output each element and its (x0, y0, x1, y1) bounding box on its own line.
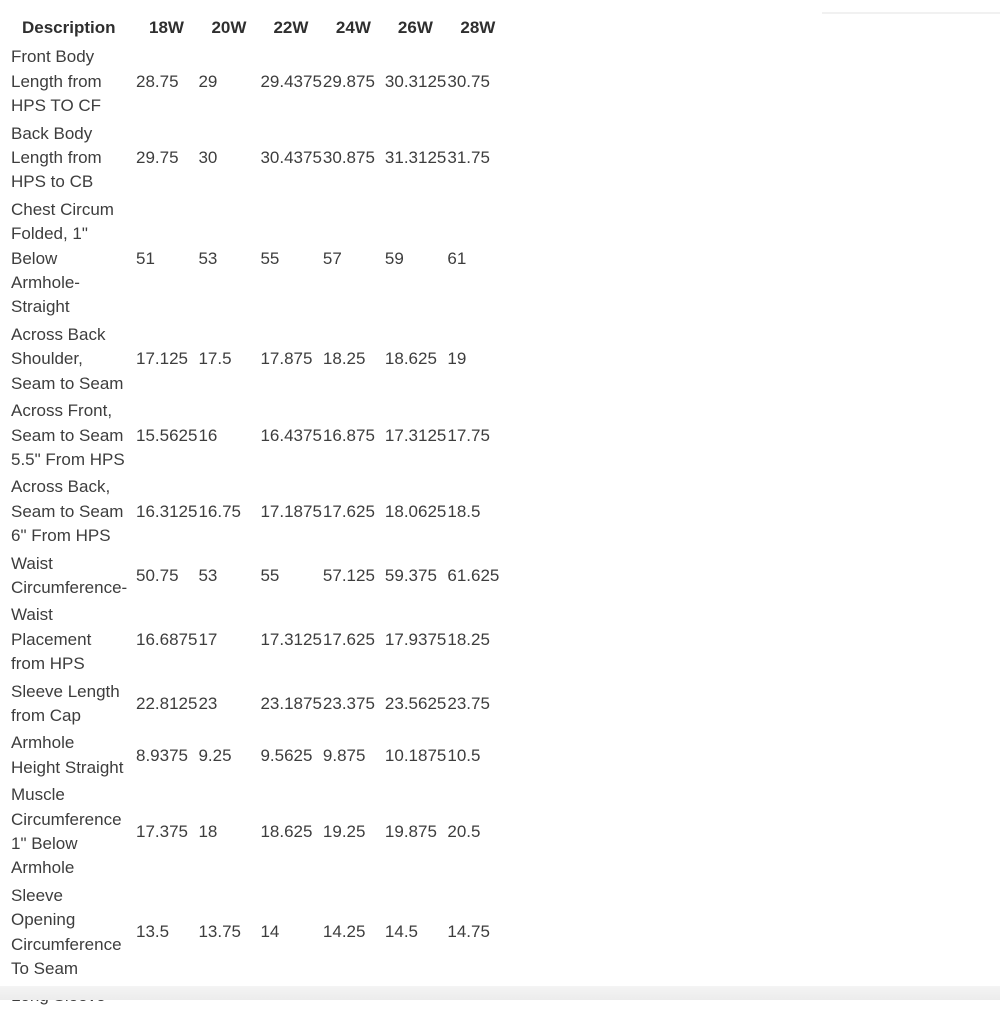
measurement-description (10, 551, 135, 603)
description-line: Across Back (11, 324, 106, 344)
description-line: Folded, 1" (11, 224, 88, 244)
measurement-value: 53 (198, 248, 218, 268)
description-line: To Seam (11, 959, 79, 979)
measurement-value: 59 (384, 248, 404, 268)
table-row (10, 398, 508, 474)
measurement-value: 57 (322, 248, 342, 268)
measurement-value: 22.8125 (136, 693, 198, 713)
table-row (10, 322, 508, 398)
measurement-value: 51 (136, 248, 155, 268)
table-row (10, 883, 508, 984)
measurement-value: 23.1875 (260, 693, 322, 713)
table-row (10, 679, 508, 731)
description-line: Length from (11, 71, 102, 91)
description-line: Muscle (11, 785, 65, 805)
column-header-size: 20W (211, 18, 247, 37)
description-line: Front Body (11, 47, 95, 67)
measurement-value: 23 (198, 693, 218, 713)
description-line: from HPS (11, 654, 85, 674)
table-row (10, 602, 508, 678)
description-line: Placement (11, 629, 92, 649)
table-row (10, 551, 508, 603)
measurement-value: 29.875 (322, 71, 375, 91)
description-line: Armhole (11, 858, 75, 878)
measurement-value: 17.5 (198, 349, 232, 369)
description-line: Waist (11, 553, 53, 573)
measurement-value: 57.125 (322, 565, 375, 585)
measurement-value: 9.875 (322, 745, 366, 765)
description-line: Circumference- (11, 577, 128, 597)
description-line: Length from (11, 148, 102, 168)
measurement-value: 14.25 (322, 922, 366, 942)
description-line: Chest Circum (11, 199, 114, 219)
column-header-size: 24W (335, 18, 371, 37)
measurement-value: 20.5 (447, 821, 481, 841)
table-row (10, 730, 508, 782)
size-chart-table (10, 14, 508, 1011)
column-header-size: 18W (149, 18, 184, 37)
column-header-description: Description (22, 18, 116, 37)
description-line: Circumference (11, 934, 122, 954)
column-header-size: 26W (397, 18, 433, 37)
table-row (10, 121, 508, 197)
measurement-value: 18.25 (447, 629, 490, 649)
bottom-edge (0, 986, 1000, 1000)
measurement-value: 29.4375 (260, 71, 322, 91)
description-line: Waist (11, 605, 53, 625)
measurement-value: 14.5 (384, 922, 418, 942)
measurement-value: 13.75 (198, 922, 241, 942)
measurement-value: 61.625 (447, 565, 500, 585)
measurement-value: 53 (198, 565, 218, 585)
measurement-description (10, 679, 135, 731)
measurement-value: 29 (198, 71, 218, 91)
measurement-value: 18.625 (260, 821, 313, 841)
measurement-value: 55 (260, 565, 280, 585)
measurement-value: 16.4375 (260, 425, 322, 445)
measurement-value: 16.875 (322, 425, 375, 445)
measurement-value: 9.5625 (260, 745, 313, 765)
description-line: HPS to CB (11, 172, 94, 192)
measurement-value: 19.25 (322, 821, 366, 841)
measurement-value: 16 (198, 425, 218, 445)
measurement-value: 50.75 (136, 565, 179, 585)
measurement-value: 17.875 (260, 349, 313, 369)
measurement-description (10, 474, 135, 550)
measurement-value: 8.9375 (136, 745, 188, 765)
measurement-value: 16.3125 (136, 501, 198, 521)
description-line: Shoulder, (11, 349, 83, 369)
measurement-value: 17.9375 (384, 629, 447, 649)
table-body (10, 44, 508, 1010)
measurement-value: 17.3125 (384, 425, 447, 445)
measurement-value: 23.375 (322, 693, 375, 713)
measurement-description (10, 322, 135, 398)
column-header-size: 28W (460, 18, 496, 37)
description-line: from Cap (11, 705, 81, 725)
measurement-value: 17.625 (322, 629, 375, 649)
measurement-value: 19.875 (384, 821, 437, 841)
measurement-value: 9.25 (198, 745, 232, 765)
table-row (10, 197, 508, 322)
measurement-value: 30 (198, 148, 218, 168)
description-line: Sleeve Length (11, 681, 120, 701)
measurement-value: 31.3125 (384, 148, 447, 168)
description-line: Across Back, (11, 477, 111, 497)
table-row (10, 44, 508, 120)
measurement-value: 23.75 (447, 693, 490, 713)
measurement-value: 30.3125 (384, 71, 447, 91)
measurement-description (10, 398, 135, 474)
description-line: Circumference (11, 809, 122, 829)
measurement-value: 14.75 (447, 922, 490, 942)
description-line: HPS TO CF (11, 96, 102, 116)
measurement-description (10, 44, 135, 120)
measurement-value: 17.625 (322, 501, 375, 521)
description-line: Straight (11, 297, 70, 317)
measurement-description (10, 197, 135, 322)
description-line: Opening (11, 910, 76, 930)
measurement-value: 30.75 (447, 71, 490, 91)
measurement-value: 17.3125 (260, 629, 322, 649)
measurement-value: 23.5625 (384, 693, 447, 713)
measurement-value: 55 (260, 248, 280, 268)
measurement-value: 10.5 (447, 745, 481, 765)
measurement-description (10, 730, 135, 782)
measurement-value: 59.375 (384, 565, 437, 585)
measurement-value: 17.375 (136, 821, 188, 841)
description-line: Back Body (11, 123, 93, 143)
measurement-value: 16.75 (198, 501, 241, 521)
description-line: Armhole- (11, 273, 80, 293)
description-line: Armhole (11, 733, 75, 753)
measurement-value: 18.625 (384, 349, 437, 369)
measurement-value: 13.5 (136, 922, 170, 942)
measurement-value: 16.6875 (136, 629, 198, 649)
measurement-value: 28.75 (136, 71, 179, 91)
measurement-value: 31.75 (447, 148, 490, 168)
measurement-description (10, 782, 135, 883)
measurement-value: 14 (260, 922, 280, 942)
description-line: Height Straight (11, 757, 124, 777)
measurement-description (10, 883, 135, 984)
measurement-value: 61 (447, 248, 467, 268)
description-line: Sleeve (11, 885, 63, 905)
description-line: Across Front, (11, 401, 113, 421)
description-line: 6" From HPS (11, 526, 111, 546)
measurement-value: 18 (198, 821, 218, 841)
measurement-value: 30.4375 (260, 148, 322, 168)
measurement-value: 10.1875 (384, 745, 447, 765)
description-line: Seam to Seam (11, 425, 124, 445)
measurement-value: 17 (198, 629, 218, 649)
measurement-value: 17.125 (136, 349, 188, 369)
measurement-value: 18.5 (447, 501, 481, 521)
measurement-value: 19 (447, 349, 467, 369)
header-row (10, 14, 508, 44)
measurement-value: 17.1875 (260, 501, 322, 521)
measurement-value: 17.75 (447, 425, 490, 445)
description-line: Below (11, 248, 58, 268)
column-header-size: 22W (273, 18, 309, 37)
measurement-value: 29.75 (136, 148, 179, 168)
measurement-value: 18.0625 (384, 501, 447, 521)
description-line: Seam to Seam (11, 373, 124, 393)
table-row (10, 474, 508, 550)
measurement-description (10, 602, 135, 678)
measurement-value: 30.875 (322, 148, 375, 168)
description-line: 5.5" From HPS (11, 449, 125, 469)
measurement-value: 15.5625 (136, 425, 198, 445)
table-row (10, 782, 508, 883)
description-line: 1" Below (11, 834, 78, 853)
description-line: Seam to Seam (11, 501, 124, 521)
measurement-description (10, 121, 135, 197)
measurement-value: 18.25 (322, 349, 366, 369)
